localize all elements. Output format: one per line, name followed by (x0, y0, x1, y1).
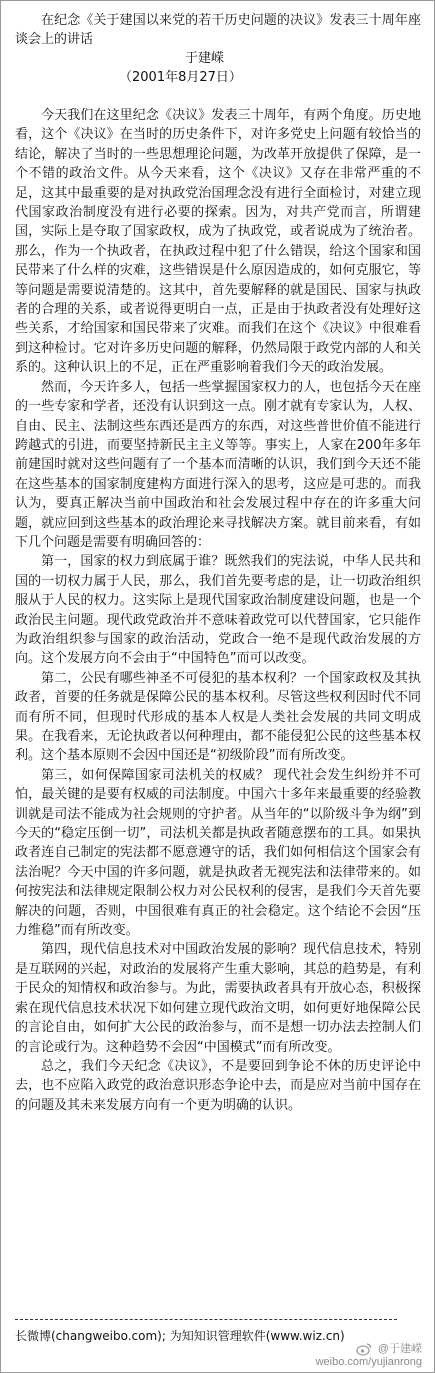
paragraph: 第二，公民有哪些神圣不可侵犯的基本权利？一个国家政权及其执政者，首要的任务就是保障公民的基本权利。尽管这些权利因时代不同而有所不同，但现时代形成的基本人权是人类社会发展的共同文明成果。在我看来，无论执政者以何种理由，都不能侵犯公民的这些基本权利。这个基本原则不会因中国还是“初级阶段”而有所改变。 (15, 670, 421, 764)
paragraph: 总之，我们今天纪念《决议》，不是要回到争论不休的历史评论中去，也不应陷入政党的政治意识形态争论中去，而是应对当前中国存在的问题及其未来发展方向有一个更为明确的认识。 (15, 1058, 421, 1113)
watermark-url: weibo.com/yujianrong (315, 1356, 422, 1368)
paragraph: 然而，今天许多人，包括一些掌握国家权力的人，也包括今天在座的一些专家和学者，还没有认识到这一点。刚才就有专家认为，人权、自由、民主、法制这些东西还是西方的东西，对这些普世价值不能进行跨越式的引进，而要坚持新民主主义等等。事实上，人家在200年多年前建国时就对这些问题有了一个基本而清晰的认识，我们到今天还不能在这些基本的国家制度建构方面进行深入的思考，这应是可悲的。而我认为，要真正解决当前中国政治和社会发展过程中存在的许多重大问题，就应回到这些基本的政治理论来寻找解决方案。就目前来看，有如下几个问题是需要有明确回答的： (15, 379, 421, 550)
paragraph: 第三，如何保障国家司法机关的权威？ 现代社会发生纠纷并不可怕，最关键的是要有权威的司法制度。中国六十多年来最重要的经验教训就是司法不能成为社会规则的守护者。从当年的“以阶级斗争为纲”到今天的“稳定压倒一切”，司法机关都是执政者随意摆布的工具。如果执政者连自己制定的宪法都不愿意遵守的话，我们如何相信这个国家会有法治呢？今天中国的许多问题，就是执政者无视宪法和法律带来的。如何按宪法和法律规定限制公权力对公民权利的侵害，是我们今天首先要解决的问题，否则，中国很难有真正的社会稳定。这个结论不会因“压力维稳”而有所改变。 (15, 767, 421, 939)
author-name: 于建嵘 (185, 51, 225, 66)
footer-divider (15, 1319, 397, 1320)
paragraph: 今天我们在这里纪念《决议》发表三十周年，有两个角度。历史地看，这个《决议》在当时的历史条件下，对许多党史上问题有较恰当的结论，解决了当时的一些思想理论问题，为改革开放提供了保障，是一个不错的政治文件。从今天来看，这个《决议》又存在非常严重的不足，这其中最重要的是对执政党治国理念没有进行全面检讨，对建立现代国家政治制度没有进行必要的探索。因为，对共产党而言，所谓建国，实际上是夺取了国家政权，成为了执政党，或者说成为了统治者。那么，作为一个执政者，在执政过程中犯了什么错误，给这个国家和国民带来了什么样的灾难，这些错误是什么原因造成的，如何克服它，等等问题是需要说清楚的。这其中，首先要解释的就是国民、国家与执政者的合理的关系，或者说得更明白一点，正是由于执政者没有处理好这些关系，才给国家和国民带来了灾难。而我们在这个《决议》中很难看到这种检讨。它对许多历史问题的解释，仍然局限于政党内部的人和关系的。这种认识上的不足，正在严重影响着我们今天的政治发展。 (15, 108, 421, 376)
document-body (15, 11, 421, 1115)
paragraph: 第一，国家的权力到底属于谁？既然我们的宪法说，中华人民共和国的一切权力属于人民，那么，我们首先要考虑的是，让一切政治组织服从于人民的权力。这实际上是现代国家政治制度建设问题，也是一个政治民主问题。现代政党政治并不意味着政党可以代替国家，它只能作为政治组织参与国家的政治活动，党政合一绝不是现代政治发展的方向。这个发展方向不会由于“中国特色”而可以改变。 (15, 554, 421, 667)
weibo-watermark (312, 1343, 422, 1373)
speech-date: （2001年8月27日） (119, 70, 242, 85)
paragraph: 第四，现代信息技术对中国政治发展的影响？现代信息技术，特别是互联网的兴起，对政治的发展将产生重大影响，其总的趋势是，有利于民众的知情权和政治参与。为此，需要执政者具有开放心态，积极探索在现代信息技术状况下如何建立现代政治文明，如何更好地保障公民的言论自由，如何扩大公民的政治参与，而不是想一切办法去控制人们的言论或行为。这种趋势不会因“中国模式”而有所改变。 (15, 942, 421, 1055)
footer-credit: 长微博(changweibo.com); 为知知识管理软件(www.wiz.cn) (15, 1329, 345, 1343)
watermark-handle: @于建嵘 (377, 1343, 422, 1355)
document-title: 在纪念《关于建国以来党的若干历史问题的决议》发表三十周年座谈会上的讲话 (15, 13, 421, 47)
